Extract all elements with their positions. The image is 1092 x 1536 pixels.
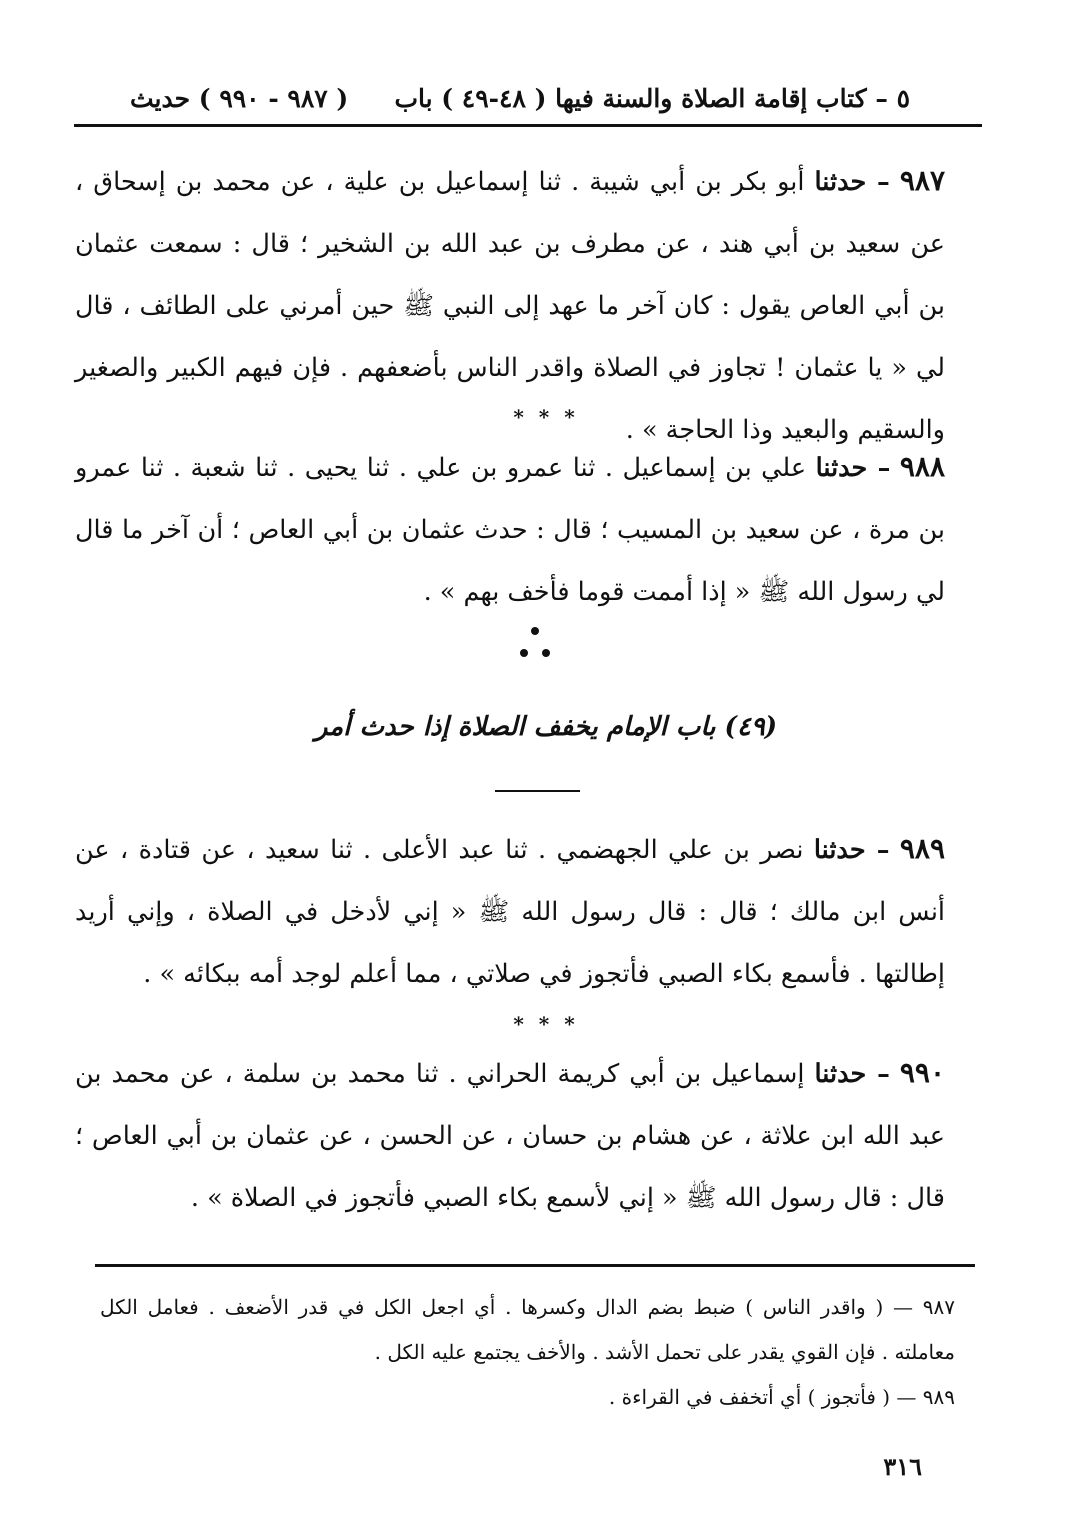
section-separator: * * * xyxy=(513,405,579,429)
hadith-990: ٩٩٠ – حدثنا إسماعيل بن أبي كريمة الحراني . ثنا محمد بن سلمة ، عن محمد بن عبد الله ابن علاثة ، عن هشام بن حسان ، عن الحسن ، عن عثمان بن أبي العاص ؛ قال : قال رسول الله ﷺ « إني لأسمع بكاء الصبي فأتجوز في الصلاة » . xyxy=(75,1056,945,1213)
hadith-text: علي بن إسماعيل . ثنا عمرو بن علي . ثنا يحيى . ثنا شعبة . ثنا عمرو بن مرة ، عن سعيد بن المسيب ؛ قال : حدث عثمان بن أبي العاص ؛ أن آخر ما قال لي رسول الله ﷺ « إذا أممت قوما فأخف بهم » . xyxy=(75,453,945,607)
footnote-987: ٩٨٧ — ( واقدر الناس ) ضبط بضم الدال وكسرها . أي اجعل الكل في قدر الأضعف . فعامل الكل معاملته . فإن القوي يقدر على تحمل الأشد . والأخف يجتمع عليه الكل . xyxy=(100,1295,955,1364)
hadith-987: ٩٨٧ – حدثنا أبو بكر بن أبي شيبة . ثنا إسماعيل بن علية ، عن محمد بن إسحاق ، عن سعيد بن أبي هند ، عن مطرف بن عبد الله بن الشخير ؛ قال : سمعت عثمان بن أبي العاص يقول : كان آخر ما عهد إلى النبي ﷺ حين أمرني على الطائف ، قال لي « يا عثمان ! تجاوز في الصلاة واقدر الناس بأضعفهم . فإن فيهم الكبير والصغير والسقيم والبعيد وذا الحاجة » . xyxy=(75,164,945,445)
footnote-divider xyxy=(95,1264,975,1267)
hadith-988: ٩٨٨ – حدثنا علي بن إسماعيل . ثنا عمرو بن علي . ثنا يحيى . ثنا شعبة . ثنا عمرو بن مرة ، عن سعيد بن المسيب ؛ قال : حدث عثمان بن أبي العاص ؛ أن آخر ما قال لي رسول الله ﷺ « إذا أممت قوما فأخف بهم » . xyxy=(75,450,946,607)
hadith-number: ٩٨٨ xyxy=(899,450,946,483)
hadith-opening: حدثنا xyxy=(815,453,868,483)
hadith-text: أبو بكر بن أبي شيبة . ثنا إسماعيل بن علية ، عن محمد بن إسحاق ، عن سعيد بن أبي هند ، عن مطرف بن عبد الله بن الشخير ؛ قال : سمعت عثمان بن أبي العاص يقول : كان آخر ما عهد إلى النبي ﷺ حين أمرني على الطائف ، قال لي « يا عثمان ! تجاوز في الصلاة واقدر الناس بأضعفهم . فإن فيهم الكبير والصغير والسقيم والبعيد وذا الحاجة » . xyxy=(75,167,945,445)
hadith-opening: حدثنا xyxy=(814,167,867,197)
asterism-ornament xyxy=(510,625,560,671)
running-header xyxy=(130,78,910,118)
hadith-number: ٩٨٩ xyxy=(899,832,945,865)
header-hadith-range: ( ٩٨٧ - ٩٩٠ ) حديث xyxy=(130,83,349,113)
footnotes xyxy=(100,1285,955,1420)
section-separator: * * * xyxy=(513,1012,579,1036)
hadith-number: ٩٩٠ xyxy=(899,1056,945,1089)
hadith-number: ٩٨٧ xyxy=(899,164,945,197)
hadith-text: إسماعيل بن أبي كريمة الحراني . ثنا محمد بن سلمة ، عن محمد بن عبد الله ابن علاثة ، عن هشام بن حسان ، عن الحسن ، عن عثمان بن أبي العاص ؛ قال : قال رسول الله ﷺ « إني لأسمع بكاء الصبي فأتجوز في الصلاة » . xyxy=(75,1059,945,1213)
hadith-text: نصر بن علي الجهضمي . ثنا عبد الأعلى . ثنا سعيد ، عن قتادة ، عن أنس ابن مالك ؛ قال : قال رسول الله ﷺ « إني لأدخل في الصلاة ، وإني أريد إطالتها . فأسمع بكاء الصبي فأتجوز في صلاتي ، مما أعلم لوجد أمه ببكائه » . xyxy=(75,835,945,989)
footnote-989: ٩٨٩ — ( فأتجوز ) أي أتخفف في القراءة . xyxy=(608,1385,955,1409)
chapter-title: (٤٩) باب الإمام يخفف الصلاة إذا حدث أمر xyxy=(314,712,778,742)
chapter-underline xyxy=(495,790,580,792)
header-divider xyxy=(74,124,982,127)
hadith-opening: حدثنا xyxy=(814,1059,867,1089)
header-book-title: ٥ – كتاب إقامة الصلاة والسنة فيها ( ٤٨-٤٩ ) باب xyxy=(394,83,910,113)
hadith-989: ٩٨٩ – حدثنا نصر بن علي الجهضمي . ثنا عبد الأعلى . ثنا سعيد ، عن قتادة ، عن أنس ابن مالك ؛ قال : قال رسول الله ﷺ « إني لأدخل في الصلاة ، وإني أريد إطالتها . فأسمع بكاء الصبي فأتجوز في صلاتي ، مما أعلم لوجد أمه ببكائه » . xyxy=(75,832,945,989)
page-number: ٣١٦ xyxy=(883,1452,922,1481)
hadith-opening: حدثنا xyxy=(813,835,866,865)
